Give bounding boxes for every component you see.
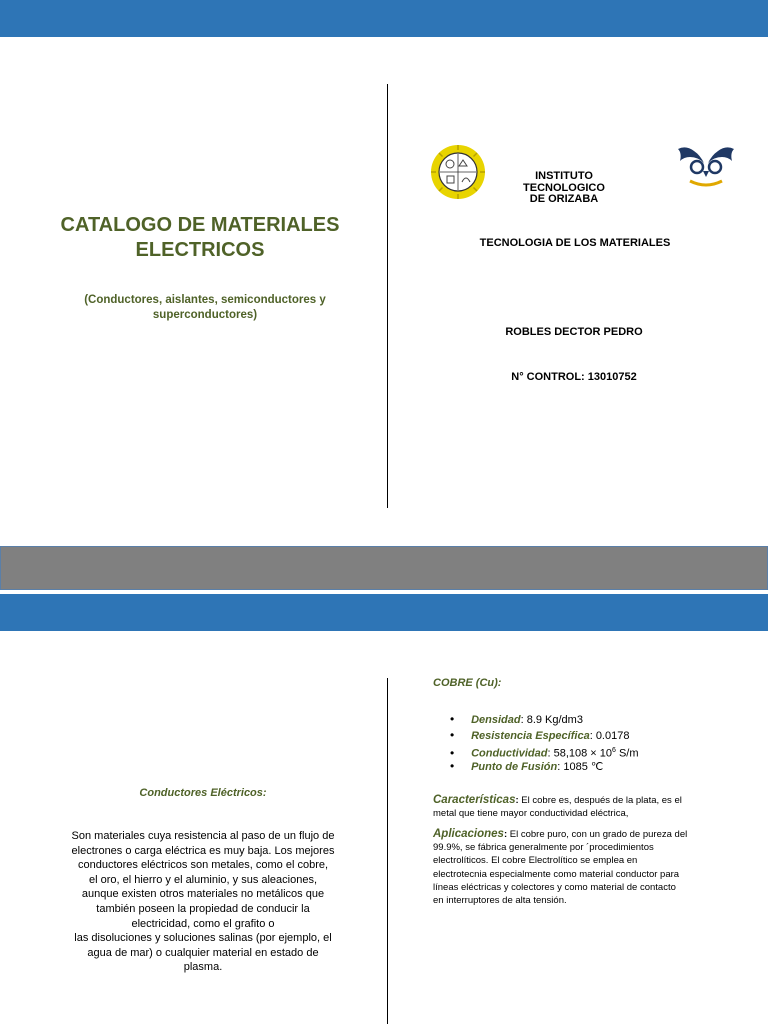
top-blue-band <box>0 0 768 37</box>
content-divider <box>387 678 388 1024</box>
material-heading: COBRE (Cu): <box>433 677 502 689</box>
conductors-description: Son materiales cuya resistencia al paso de un flujo de electrones o carga eléctrica es muy baja. Los mejores conductores eléctricos son metales, como el cobre, el oro, el hierro y el aluminio, y sus aleaciones, aunque existen otros materiales no metálicos que también poseen la propiedad de conducir la electricidad, como el grafito o las disoluciones y soluciones salinas (por ejemplo, el agua de mar) o cualquier material en estado de plasma. <box>71 830 335 974</box>
catalog-title: CATALOGO DE MATERIALES ELECTRICOS <box>60 214 340 261</box>
ito-seal-icon <box>430 144 486 200</box>
property-conductivity: • Conductividad: $58,108 \times 10^6$ S/m <box>450 743 639 759</box>
institute-name-line1: INSTITUTO TECNOLOGICO <box>523 170 605 194</box>
author-name: ROBLES DECTOR PEDRO <box>505 326 643 338</box>
second-page-blue-band <box>0 594 768 631</box>
institute-name-line2: DE ORIZABA <box>529 193 599 205</box>
conductors-heading: Conductores Eléctricos: <box>139 787 267 799</box>
property-resistivity: • Resistencia Específica: 0.0178 <box>450 728 639 744</box>
page-separator-band <box>0 546 768 590</box>
property-density: • Densidad: 8.9 Kg/dm3 <box>450 712 639 728</box>
control-number: N° CONTROL: 13010752 <box>511 371 637 383</box>
subject-name: TECNOLOGIA DE LOS MATERIALES <box>479 237 671 249</box>
property-melting-point: • Punto de Fusión: 1085 ℃ <box>450 759 639 775</box>
material-properties-list <box>450 712 639 774</box>
catalog-subtitle: (Conductores, aislantes, semiconductores y superconductores) <box>84 294 326 321</box>
owl-emblem-icon <box>676 143 736 189</box>
characteristics-paragraph: Características: El cobre es, después de la plata, es el metal que tiene mayor conductividad eléctrica, <box>433 794 682 820</box>
cover-divider <box>387 84 388 508</box>
applications-paragraph: Aplicaciones: El cobre puro, con un grado de pureza del 99.9%, se fábrica generalmente por ´procedimientos electrolíticos. El cobre Electrolítico se emplea en electrotecnia especialmente como material conductor para líneas eléctricas y colectores y como material de contacto en interruptores de alta tensión. <box>433 828 688 907</box>
